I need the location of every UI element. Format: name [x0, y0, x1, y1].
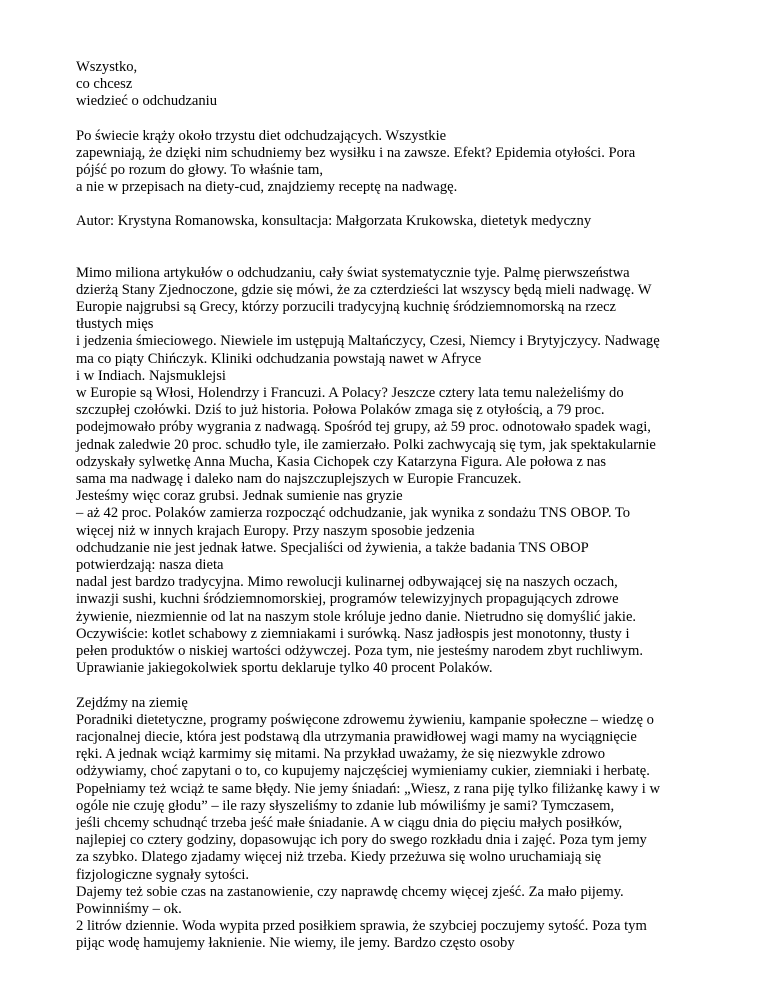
article-body-section-2 [76, 695, 716, 953]
lead-line: a nie w przepisach na diety-cud, znajdziemy receptę na nadwagę. [76, 179, 458, 196]
body-line: fizjologiczne sygnały sytości. [76, 866, 250, 883]
body-line: żywienie, niezmiennie od lat na naszym stole króluje jedno danie. Nietrudno się domyślić jakie. [76, 608, 637, 625]
body-line: Popełniamy też wciąż te same błędy. Nie jemy śniadań: „Wiesz, z rana piję tylko filiżankę kawy i w [76, 780, 661, 797]
body-line: odchudzanie nie jest jednak łatwe. Specjaliści od żywienia, a także badania TNS OBOP [76, 539, 589, 556]
body-line: Jesteśmy więc coraz grubsi. Jednak sumienie nas gryzie [76, 488, 403, 505]
section-heading: Zejdźmy na ziemię [76, 694, 188, 711]
body-line: szczupłej czołówki. Dziś to już historia. Połowa Polaków zmaga się z otyłością, a 79 proc. [76, 402, 605, 419]
body-line: podejmowało próby wygrania z nadwagą. Spośród tej grupy, aż 59 proc. odnotowało spadek wagi, [76, 419, 651, 436]
lead-line: pójść po rozum do głowy. To właśnie tam, [76, 162, 324, 179]
article-author [76, 213, 716, 230]
body-line: pijąc wodę hamujemy łaknienie. Nie wiemy, ile jemy. Bardzo często osoby [76, 935, 515, 952]
body-line: Poradniki dietetyczne, programy poświęcone zdrowemu żywieniu, kampanie społeczne – wiedzę o [76, 711, 654, 728]
title-line: Wszystko, [76, 59, 138, 75]
body-line: najlepiej co cztery godziny, dopasowując ich pory do swego rozkładu dnia i zajęć. Poza tym jemy [76, 832, 647, 849]
author-line: Autor: Krystyna Romanowska, konsultacja: Małgorzata Krukowska, dietetyk medyczny [76, 213, 592, 230]
body-line: za szybko. Dlatego zjadamy więcej niż trzeba. Kiedy przeżuwa się wolno uruchamiają się [76, 849, 602, 866]
body-line: ręki. A jednak wciąż karmimy się mitami. Na przykład uważamy, że się niezwykle zdrowo [76, 746, 606, 763]
body-line: – aż 42 proc. Polaków zamierza rozpocząć odchudzanie, jak wynika z sondażu TNS OBOP. To [76, 505, 631, 522]
body-line: Europie najgrubsi są Grecy, którzy porzucili tradycyjną kuchnię śródziemnomorską na rzecz [76, 299, 617, 316]
lead-line: Po świecie krąży około trzystu diet odchudzających. Wszystkie [76, 127, 447, 144]
body-line: dzierżą Stany Zjednoczone, gdzie się mówi, że za czterdzieści lat wszyscy będą mieli nadwagę. W [76, 281, 652, 298]
lead-line: zapewniają, że dzięki nim schudniemy bez wysiłku i na zawsze. Efekt? Epidemia otyłości. Pora [76, 144, 636, 161]
body-line: tłustych mięs [76, 316, 154, 333]
body-line: pełen produktów o niskiej wartości odżywczej. Poza tym, nie jesteśmy narodem zbyt ruchliwym. [76, 643, 643, 660]
body-line: więcej niż w innych krajach Europy. Przy naszym sposobie jedzenia [76, 522, 475, 539]
article-lead [76, 128, 716, 197]
body-line: Dajemy też sobie czas na zastanowienie, czy naprawdę chcemy więcej zjeść. Za mało pijemy. [76, 883, 624, 900]
body-line: Powinniśmy – ok. [76, 900, 182, 917]
body-line: odżywiamy, choć zapytani o to, co kupujemy najczęściej wymieniamy cukier, ziemniaki i herbatę. [76, 763, 650, 780]
article-body-section-1 [76, 265, 716, 678]
body-line: nadal jest bardzo tradycyjna. Mimo rewolucji kulinarnej odbywającej się na naszych oczach, [76, 574, 618, 591]
body-line: odzyskały sylwetkę Anna Mucha, Kasia Cichopek czy Katarzyna Figura. Ale połowa z nas [76, 453, 607, 470]
body-line: potwierdzają: nasza dieta [76, 557, 224, 574]
body-line: jednak zaledwie 20 proc. schudło tyle, ile zamierzało. Polki zachwycają się tym, jak spektakularnie [76, 436, 656, 453]
body-line: ogóle nie czuję głodu” – ile razy słyszeliśmy to zdanie lub mówiliśmy je sami? Tymczasem, [76, 797, 615, 814]
body-line: i jedzenia śmieciowego. Niewiele im ustępują Maltańczycy, Czesi, Niemcy i Brytyjczycy. Nadwagę [76, 333, 660, 350]
body-line: ma co piąty Chińczyk. Kliniki odchudzania powstają nawet w Afryce [76, 350, 482, 367]
title-line: co chcesz [76, 76, 133, 93]
body-line: sama ma nadwagę i daleko nam do najszczuplejszych w Europie Francuzek. [76, 471, 522, 488]
body-line: i w Indiach. Najsmuklejsi [76, 367, 226, 384]
body-line: Oczywiście: kotlet schabowy z ziemniakami i surówką. Nasz jadłospis jest monotonny, tłusty i [76, 625, 630, 642]
body-line: w Europie są Włosi, Holendrzy i Francuzi. A Polacy? Jeszcze cztery lata temu należeliśmy do [76, 385, 624, 402]
body-line: Uprawianie jakiegokolwiek sportu deklaruje tylko 40 procent Polaków. [76, 660, 493, 677]
title-line: wiedzieć o odchudzaniu [76, 93, 218, 110]
body-line: jeśli chcemy schudnąć trzeba jeść małe śniadanie. A w ciągu dnia do pięciu małych posiłków, [76, 814, 623, 831]
document-page [76, 59, 716, 953]
body-line: racjonalnej diecie, która jest podstawą dla utrzymania prawidłowej wagi mamy na wyciągnięcie [76, 728, 637, 745]
body-line: inwazji sushi, kuchni śródziemnomorskiej, programów telewizyjnych propagujących zdrowe [76, 591, 619, 608]
body-line: Mimo miliona artykułów o odchudzaniu, cały świat systematycznie tyje. Palmę pierwszeństwa [76, 264, 630, 281]
article-title [76, 59, 716, 111]
body-line: 2 litrów dziennie. Woda wypita przed posiłkiem sprawia, że szybciej poczujemy sytość. Poza tym [76, 918, 647, 935]
